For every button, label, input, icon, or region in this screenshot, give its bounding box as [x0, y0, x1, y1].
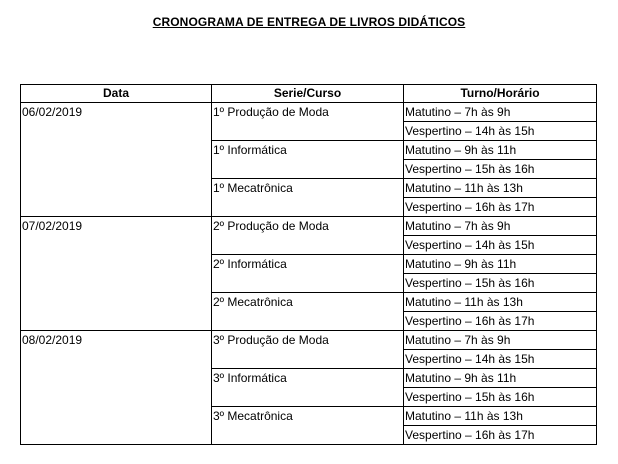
- shift-cell: Matutino – 11h às 13h: [404, 407, 597, 426]
- course-cell: 3º Mecatrônica: [212, 407, 404, 445]
- course-cell: 2º Informática: [212, 255, 404, 293]
- course-cell: 3º Informática: [212, 369, 404, 407]
- shift-cell: Vespertino – 16h às 17h: [404, 198, 597, 217]
- course-cell: 1º Informática: [212, 141, 404, 179]
- delivery-schedule-table: [20, 84, 597, 445]
- document-title: CRONOGRAMA DE ENTREGA DE LIVROS DIDÁTICOS: [152, 15, 466, 29]
- shift-cell: Matutino – 9h às 11h: [404, 255, 597, 274]
- date-cell: 07/02/2019: [21, 217, 212, 331]
- table-row: [21, 217, 597, 236]
- header-date: Data: [21, 85, 212, 103]
- shift-cell: Vespertino – 14h às 15h: [404, 236, 597, 255]
- header-shift: Turno/Horário: [404, 85, 597, 103]
- date-cell: 06/02/2019: [21, 103, 212, 217]
- shift-cell: Vespertino – 15h às 16h: [404, 388, 597, 407]
- shift-cell: Vespertino – 14h às 15h: [404, 122, 597, 141]
- shift-cell: Vespertino – 14h às 15h: [404, 350, 597, 369]
- shift-cell: Matutino – 11h às 13h: [404, 293, 597, 312]
- table-row: [21, 103, 597, 122]
- shift-cell: Vespertino – 16h às 17h: [404, 312, 597, 331]
- course-cell: 1º Produção de Moda: [212, 103, 404, 141]
- course-cell: 2º Produção de Moda: [212, 217, 404, 255]
- course-cell: 1º Mecatrônica: [212, 179, 404, 217]
- table-header-row: [21, 85, 597, 103]
- shift-cell: Vespertino – 15h às 16h: [404, 274, 597, 293]
- shift-cell: Matutino – 9h às 11h: [404, 369, 597, 388]
- shift-cell: Vespertino – 16h às 17h: [404, 426, 597, 445]
- table-body: [21, 103, 597, 445]
- table-row: [21, 331, 597, 350]
- header-course: Serie/Curso: [212, 85, 404, 103]
- course-cell: 3º Produção de Moda: [212, 331, 404, 369]
- shift-cell: Matutino – 7h às 9h: [404, 331, 597, 350]
- shift-cell: Matutino – 7h às 9h: [404, 103, 597, 122]
- shift-cell: Vespertino – 15h às 16h: [404, 160, 597, 179]
- shift-cell: Matutino – 7h às 9h: [404, 217, 597, 236]
- shift-cell: Matutino – 9h às 11h: [404, 141, 597, 160]
- date-cell: 08/02/2019: [21, 331, 212, 445]
- shift-cell: Matutino – 11h às 13h: [404, 179, 597, 198]
- course-cell: 2º Mecatrônica: [212, 293, 404, 331]
